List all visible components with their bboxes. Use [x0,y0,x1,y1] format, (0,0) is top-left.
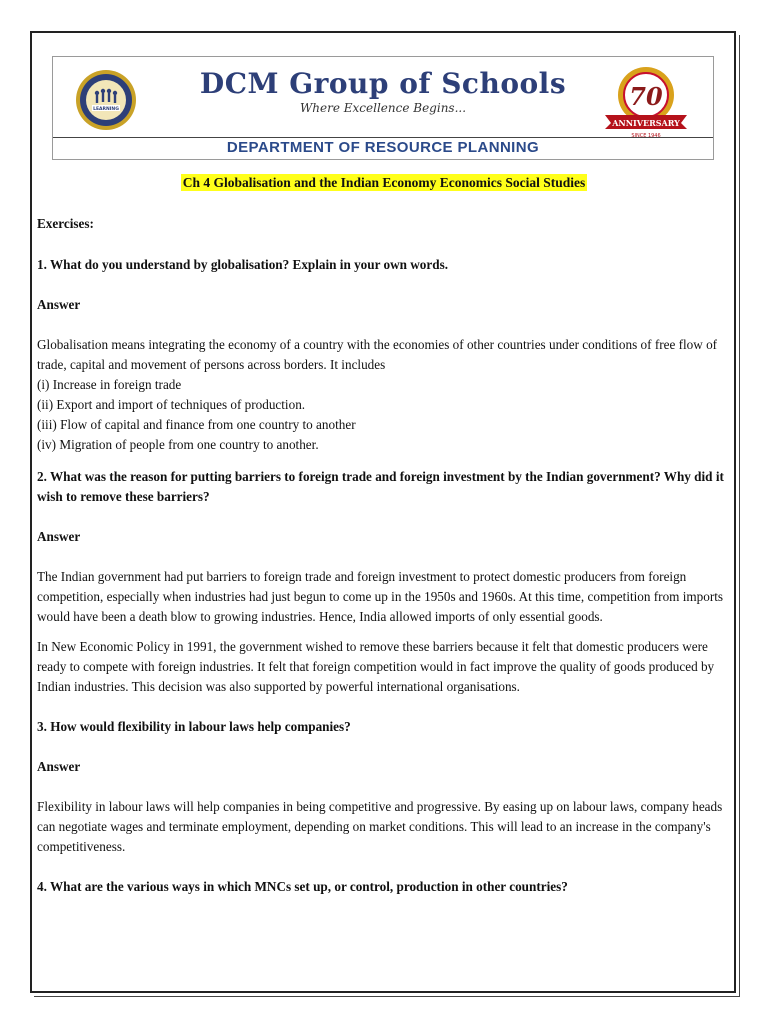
school-emblem-left-icon [75,69,137,131]
anniversary-ribbon-text: ANNIVERSARY [612,118,680,128]
question-4: 4. What are the various ways in which MNCs set up, or control, production in other countries? [37,879,568,894]
answer-1-intro: Globalisation means integrating the economy of a country with the economies of other countries under conditions of free flow of trade, capital and movement of persons across borders. It includes [37,337,718,372]
answer-label-1: Answer [37,297,81,312]
answer-label-2: Answer [37,529,81,544]
left-emblem-text: LEARNING [93,107,119,112]
letterhead-top [53,57,713,137]
question-3: 3. How would flexibility in labour laws help companies? [37,719,351,734]
letterhead-divider [53,137,713,138]
document-body [37,214,727,897]
answer-1-point-3: (iii) Flow of capital and finance from one country to another [37,417,356,432]
answer-label-3: Answer [37,759,81,774]
answer-2-paragraph-1: The Indian government had put barriers to foreign trade and foreign investment to protect domestic producers from foreign competition, especially when industries had just begun to come up in the 1950s and 1960s. At this time, competition from imports would have been a death blow to growing industries. Hence, India allowed imports of only essential goods. [37,569,724,624]
anniversary-emblem-icon [599,63,693,139]
anniversary-number: 70 [629,82,663,111]
question-1: 1. What do you understand by globalisation? Explain in your own words. [37,257,449,272]
answer-2-paragraph-2: In New Economic Policy in 1991, the government wished to remove these barriers because it felt that domestic producers were ready to compete with foreign industries. It felt that foreign competition would in fact improve the quality of goods produced by Indian industries. This decision was also supported by powerful international organisations. [37,639,715,694]
answer-3: Flexibility in labour laws will help companies in being competitive and progressive. By easing up on labour laws, company heads can negotiate wages and terminate employment, depending on market conditions. This will lead to an increase in the company's competitiveness. [37,799,723,854]
department-title: DEPARTMENT OF RESOURCE PLANNING [226,139,540,156]
chapter-title: Ch 4 Globalisation and the Indian Economy Economics Social Studies [182,175,586,190]
chapter-title-row [0,174,768,192]
anniversary-since-text: SINCE 1946 [631,133,661,139]
exercises-heading: Exercises: [37,216,94,231]
letterhead [52,56,714,160]
answer-1-point-2: (ii) Export and import of techniques of production. [37,397,306,412]
question-2: 2. What was the reason for putting barriers to foreign trade and foreign investment by the Indian government? Why did it wish to remove these barriers? [37,469,724,504]
school-tagline: Where Excellence Begins... [299,101,467,115]
school-name: DCM Group of Schools [199,67,567,100]
answer-1-point-1: (i) Increase in foreign trade [37,377,182,392]
answer-1-point-4: (iv) Migration of people from one country to another. [37,437,319,452]
